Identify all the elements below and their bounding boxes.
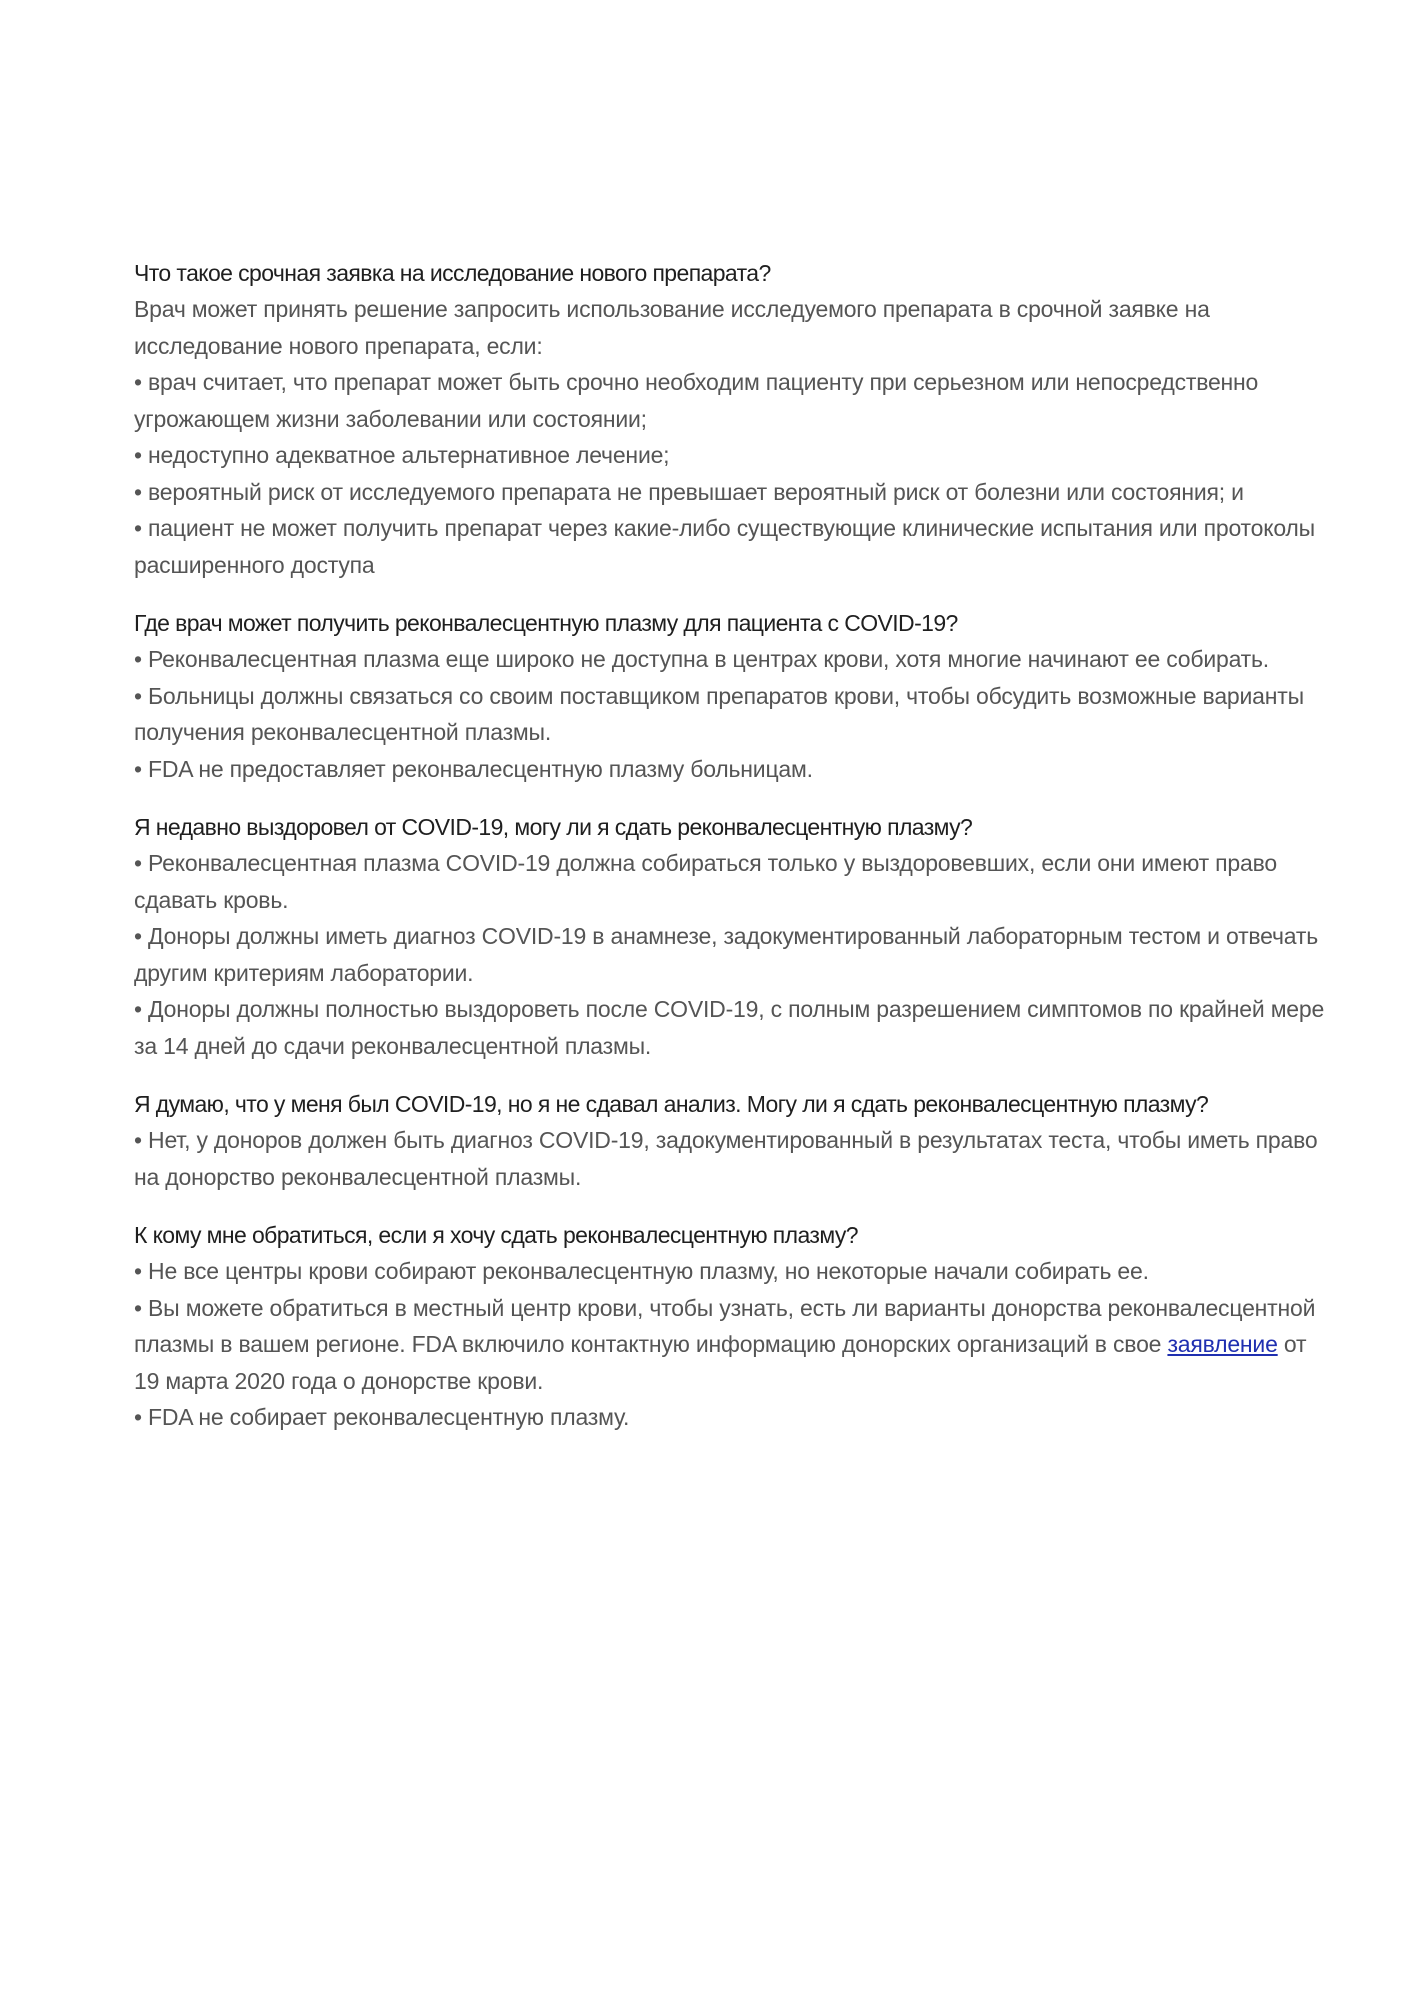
section-heading: Я думаю, что у меня был COVID-19, но я не сдавал анализ. Могу ли я сдать реконвалесцентную плазму? [134, 1091, 1209, 1117]
bullet-item: • FDA не собирает реконвалесцентную плазму. [134, 1404, 630, 1430]
section-heading: К кому мне обратиться, если я хочу сдать реконвалесцентную плазму? [134, 1222, 858, 1248]
section-heading: Что такое срочная заявка на исследование нового препарата? [134, 260, 771, 286]
bullet-item: • врач считает, что препарат может быть срочно необходим пациенту при серьезном или непосредственно угрожающем жизни заболевании или состоянии; [134, 369, 1259, 432]
bullet-item: • Больницы должны связаться со своим поставщиком препаратов крови, чтобы обсудить возможные варианты получения реконвалесцентной плазмы. [134, 682, 1304, 745]
faq-section-emergency-ind [134, 255, 1334, 583]
bullet-item: • FDA не предоставляет реконвалесцентную плазму больницам. [134, 755, 813, 782]
bullet-item: • Доноры должны полностью выздороветь после COVID-19, с полным разрешением симптомов по крайней мере за 14 дней до сдачи реконвалесцентной плазмы. [134, 996, 1325, 1059]
bullet-item-with-link [134, 1290, 1334, 1400]
statement-link[interactable]: заявление [1167, 1331, 1278, 1357]
bullet-item: • Не все центры крови собирают реконвалесцентную плазму, но некоторые начали собирать ее. [134, 1258, 1149, 1284]
paragraph: Врач может принять решение запросить использование исследуемого препарата в срочной заявке на исследование нового препарата, если: [134, 296, 1210, 359]
bullet-item: • недоступно адекватное альтернативное лечение; [134, 442, 670, 468]
bullet-item: • Реконвалесцентная плазма еще широко не доступна в центрах крови, хотя многие начинают ее собирать. [134, 646, 1269, 672]
bullet-item: • Доноры должны иметь диагноз COVID-19 в анамнезе, задокументированный лабораторным тестом и отвечать другим критериям лаборатории. [134, 923, 1318, 986]
faq-section-recovered-donate [134, 809, 1334, 1064]
faq-section-untested-donate [134, 1086, 1334, 1195]
text-after-link: от 19 марта 2020 года о донорстве крови. [134, 1331, 1307, 1394]
faq-section-obtain-plasma [134, 605, 1334, 787]
faq-section-whom-to-contact [134, 1217, 1334, 1436]
bullet-item: • пациент не может получить препарат через какие-либо существующие клинические испытания или протоколы расширенного доступа [134, 515, 1315, 578]
document-page [134, 255, 1334, 1458]
bullet-item: • Нет, у доноров должен быть диагноз COVID-19, задокументированный в результатах теста, чтобы иметь право на донорство реконвалесцентной плазмы. [134, 1127, 1318, 1190]
section-heading: Где врач может получить реконвалесцентную плазму для пациента с COVID-19? [134, 610, 958, 636]
bullet-item: • вероятный риск от исследуемого препарата не превышает вероятный риск от болезни или состояния; и [134, 478, 1244, 505]
bullet-item: • Реконвалесцентная плазма COVID-19 должна собираться только у выздоровевших, если они имеют право сдавать кровь. [134, 850, 1277, 913]
text-before-link: • Вы можете обратиться в местный центр крови, чтобы узнать, есть ли варианты донорства реконвалесцентной плазмы в вашем регионе. FDA включило контактную информацию донорских организаций в свое [134, 1294, 1316, 1357]
section-heading: Я недавно выздоровел от COVID-19, могу ли я сдать реконвалесцентную плазму? [134, 814, 973, 840]
